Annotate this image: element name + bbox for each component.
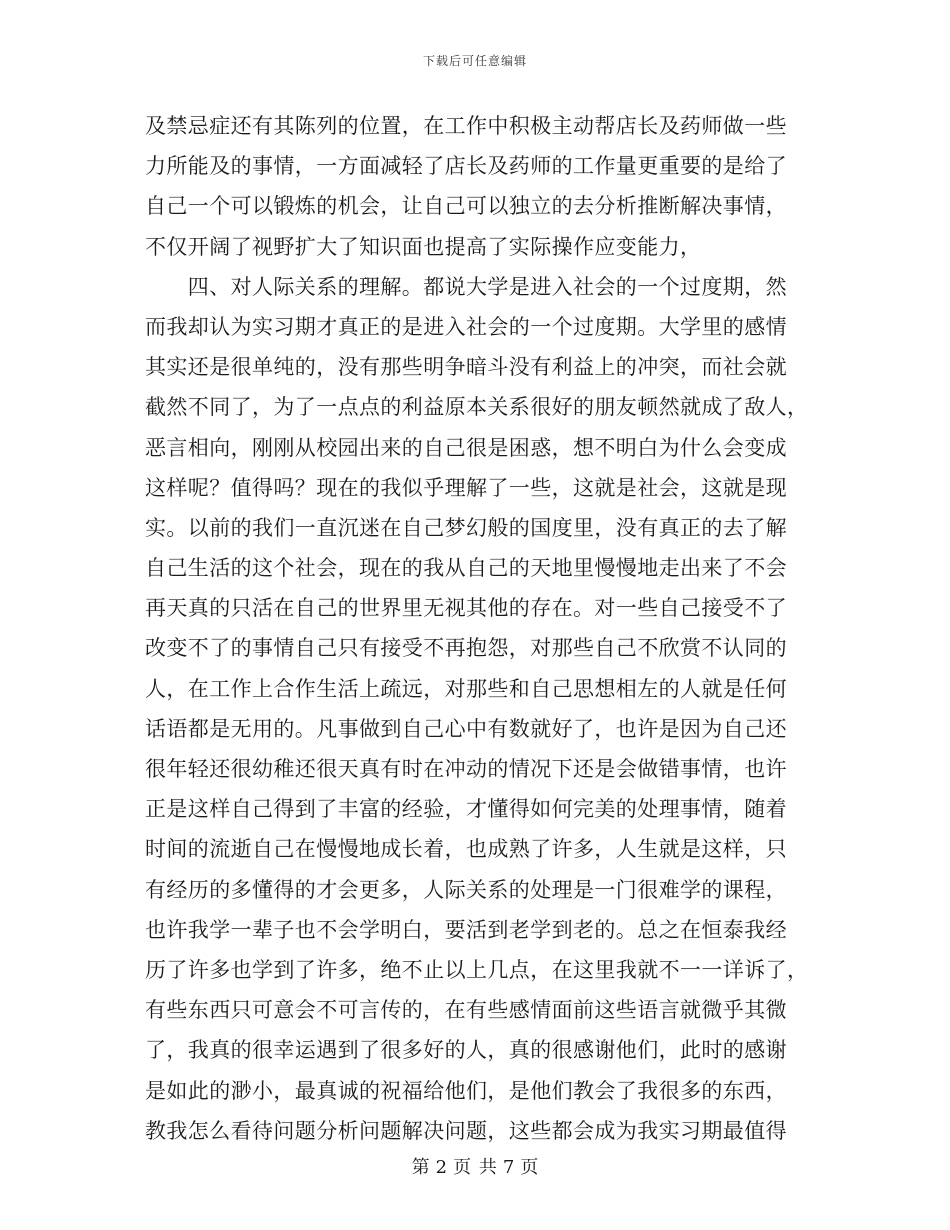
- text-line: 截然不同了，为了一点点的利益原本关系很好的朋友顿然就成了敌人，: [145, 395, 809, 420]
- text-line: 是如此的渺小，最真诚的祝福给他们，是他们教会了我很多的东西，: [145, 1078, 787, 1103]
- text-line: 再天真的只活在自己的世界里无视其他的存在。对一些自己接受不了: [145, 596, 787, 621]
- text-line: 自己一个可以锻炼的机会，让自己可以独立的去分析推断解决事情，: [145, 194, 787, 219]
- text-line: 有些东西只可意会不可言传的，在有些感情面前这些语言就微乎其微: [145, 998, 787, 1023]
- text-line: 时间的流逝自己在慢慢地成长着，也成熟了许多，人生就是这样，只: [145, 837, 787, 862]
- text-line: 四、对人际关系的理解。都说大学是进入社会的一个过度期，然: [145, 274, 787, 299]
- text-line: 很年轻还很幼稚还很天真有时在冲动的情况下还是会做错事情，也许: [145, 757, 787, 781]
- text-line: 改变不了的事情自己只有接受不再抱怨，对那些自己不欣赏不认同的: [145, 636, 787, 661]
- page-footer: [0, 1153, 950, 1179]
- text-line: 历了许多也学到了许多，绝不止以上几点，在这里我就不一一详诉了，: [145, 957, 809, 982]
- footer-page-number: 2: [435, 1157, 448, 1178]
- text-line: 其实还是很单纯的，没有那些明争暗斗没有利益上的冲突，而社会就: [145, 355, 787, 380]
- text-line: 这样呢？值得吗？现在的我似乎理解了一些，这就是社会，这就是现: [145, 475, 787, 500]
- text-line: 及禁忌症还有其陈列的位置，在工作中积极主动帮店长及药师做一些: [145, 114, 787, 138]
- footer-suffix: 页: [520, 1157, 539, 1178]
- text-line: 自己生活的这个社会，现在的我从自己的天地里慢慢地走出来了不会: [145, 556, 787, 581]
- text-line: 了，我真的很幸运遇到了很多好的人，真的很感谢他们，此时的感谢: [145, 1038, 787, 1063]
- page-header: 下载后可任意编辑: [422, 54, 527, 68]
- footer-total-pages: 7: [502, 1157, 515, 1178]
- text-line: 正是这样自己得到了丰富的经验，才懂得如何完美的处理事情，随着: [145, 797, 787, 822]
- text-line: 话语都是无用的。凡事做到自己心中有数就好了，也许是因为自己还: [145, 716, 787, 741]
- text-line: 恶言相向，刚刚从校园出来的自己很是困惑，想不明白为什么会变成: [145, 435, 787, 460]
- text-line: 力所能及的事情，一方面减轻了店长及药师的工作量更重要的是给了: [145, 154, 787, 179]
- footer-prefix: 第: [411, 1157, 430, 1178]
- text-line: 有经历的多懂得的才会更多，人际关系的处理是一门很难学的课程，: [145, 877, 787, 902]
- text-line: 教我怎么看待问题分析问题解决问题，这些都会成为我实习期最值得: [145, 1118, 787, 1143]
- text-line: 实。以前的我们一直沉迷在自己梦幻般的国度里，没有真正的去了解: [145, 515, 787, 540]
- text-line: 也许我学一辈子也不会学明白，要活到老学到老的。总之在恒泰我经: [145, 917, 787, 942]
- text-line: 人，在工作上合作生活上疏远，对那些和自己思想相左的人就是任何: [145, 676, 787, 701]
- text-line: 而我却认为实习期才真正的是进入社会的一个过度期。大学里的感情: [145, 314, 787, 339]
- footer-middle: 页 共: [453, 1157, 497, 1178]
- text-line: 不仅开阔了视野扩大了知识面也提高了实际操作应变能力，: [145, 234, 702, 259]
- body-text: [145, 106, 810, 1151]
